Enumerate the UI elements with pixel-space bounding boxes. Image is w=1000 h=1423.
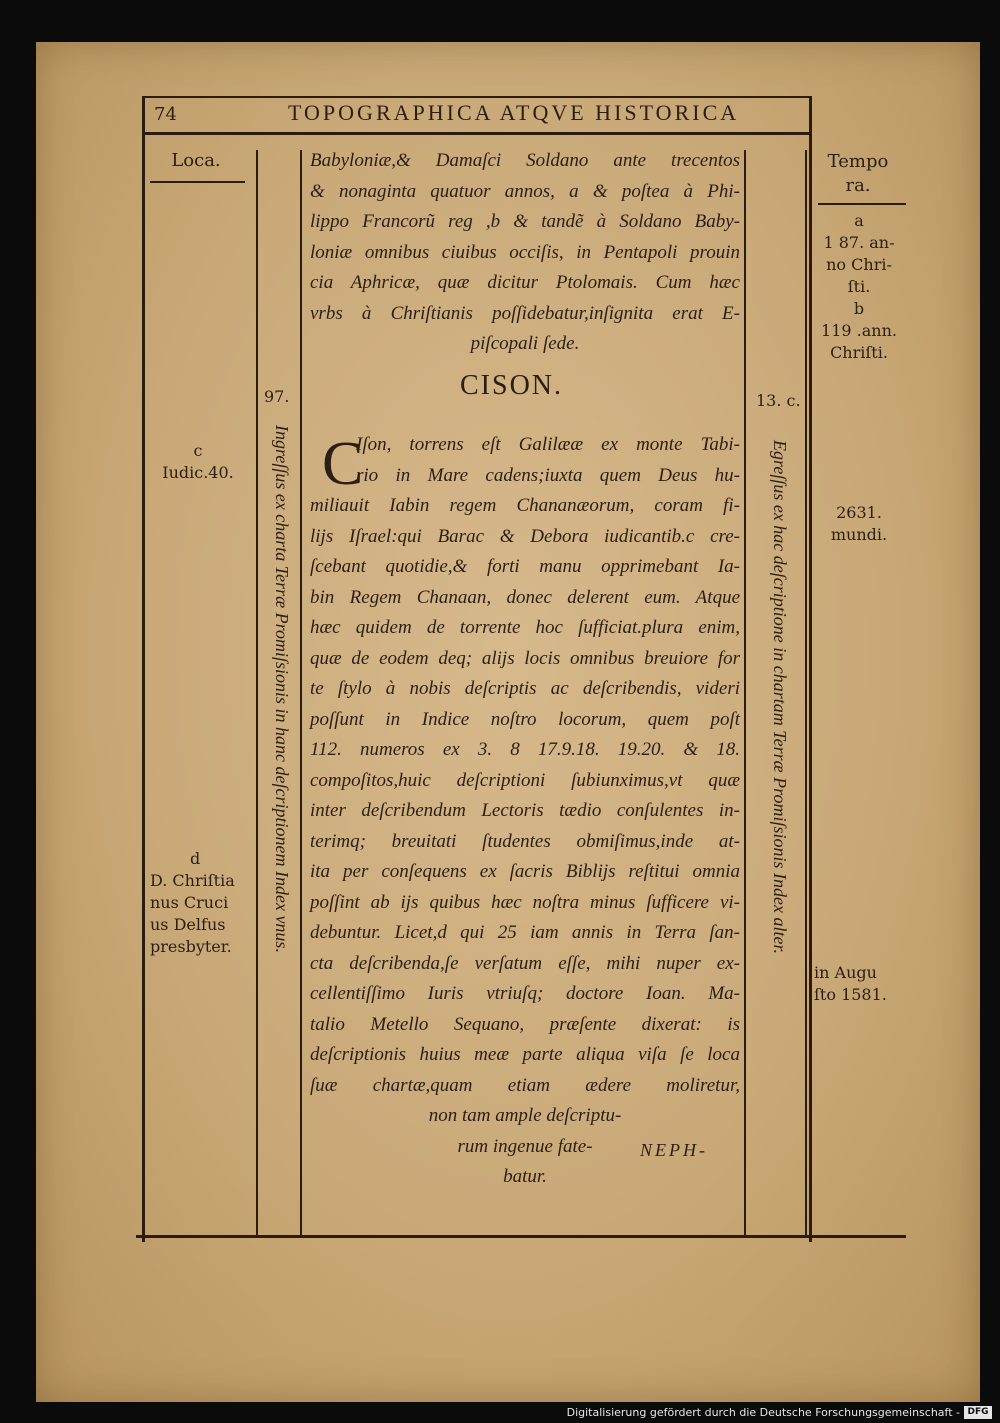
text-line: terimq; breuitati ſtudentes obmiſimus,inde at- [310,830,740,852]
running-title: TOPOGRAPHICA ATQVE HISTORICA [288,100,740,125]
outer-left-rule [142,96,145,1242]
note-line: ſto 1581. [814,985,887,1004]
text-line: quæ de eodem deq; alijs locis omnibus breuiore for [310,647,740,669]
text-line: debuntur. Licet,d qui 25 iam annis in Terra ſan- [310,922,740,943]
rule-left-index [256,150,258,1235]
footer-rule [136,1235,906,1238]
margin-note-c [150,440,246,484]
note-line: no Chri- [826,255,892,274]
column-head-tempora: Tempo ra. [827,151,889,196]
text-line: lijs Iſrael:qui Barac & Debora iudicantib.c cre- [310,525,740,547]
margin-note-august [814,962,904,1006]
text-line: batur. [503,1166,547,1187]
margin-note-year [814,502,904,546]
note-line: D. Chriſtia [150,871,235,890]
text-line: rio in Mare cadens;iuxta quem Deus hu- [356,464,740,486]
text-line: & nonaginta quatuor annos, a & poſtea à Phi- [310,180,740,202]
drop-cap: C [322,430,364,498]
text-line: talio Metello Sequano, præſente dixerat: is [310,1013,740,1035]
text-line: compoſitos,huic deſcriptioni ſubiunximus,vt quæ [310,769,740,791]
text-line: loniæ omnibus ciuibus occiſis, in Pentapoli prouin [310,241,740,263]
text-line: lippo Francorũ reg ,b & tandẽ à Soldano Baby- [310,211,740,232]
text-line: hæc quidem de torrente hoc ſufficiat.plura enim, [310,617,740,638]
text-line: ſcebant quotidie,& forti manu opprimebant Ia- [310,556,740,577]
note-line: nus Cruci [150,893,229,912]
footer-credit: Digitalisierung gefördert durch die Deutsche Forschungsgemeinschaft - [566,1406,960,1419]
body-text-block [310,430,740,1193]
note-line: a [854,211,864,230]
catchword: NEPH- [640,1140,708,1160]
vertical-index-left: Ingreſſus ex charta Terræ Promiſsionis in hanc deſcriptionem Index vnus. [272,425,292,953]
note-line: d [190,849,201,868]
note-line: ſti. [847,277,871,296]
left-head-rule [150,181,245,183]
text-line: rum ingenue fate- [457,1135,593,1157]
text-line: deſcriptionis huius meæ parte aliqua viſa ſe loca [310,1044,740,1065]
header-top-rule [142,96,812,98]
right-index-number: 13. c. [756,391,801,410]
rule-right-index [805,150,807,1235]
rule-main-left [300,150,302,1235]
note-line: Iudic.40. [162,463,234,482]
note-line: 2631. [836,503,882,522]
text-line: te ſtylo à nobis deſcriptis ac deſcribendis, videri [310,678,740,699]
text-line: vrbs à Chriſtianis poſſidebatur,inſignita erat E- [310,302,740,324]
note-line: presbyter. [150,937,232,956]
note-line: mundi. [830,525,888,544]
note-line: b [853,299,865,318]
text-line: ſuæ chartæ,quam etiam ædere moliretur, [310,1074,740,1096]
top-text-block [310,146,740,360]
text-line: piſcopali ſede. [470,333,580,354]
rule-main-right [744,150,746,1235]
text-line: cellentiſſimo Iuris vtriuſq; doctore Ioan. Ma- [310,983,740,1004]
text-line: bin Regem Chanaan, donec delerent eum. Atque [310,586,740,608]
text-line: Babyloniæ,& Damaſci Soldano ante trecentos [310,150,740,171]
section-heading: CISON. [460,370,564,401]
text-line: cia Aphricæ, quæ dicitur Ptolomais. Cum hæc [310,272,740,293]
text-line: ita per conſequens ex ſacris Biblijs reſtitui omnia [310,861,740,882]
text-line: poſſunt in Indice noſtro locorum, quem poſt [310,708,740,730]
note-line: 119 .ann. [821,321,897,340]
text-line: 112. numeros ex 3. 8 17.9.18. 19.20. & 18. [310,739,740,760]
note-line: in Augu [814,963,877,982]
outer-right-rule [809,96,812,1242]
text-line: cta deſcribenda,ſe verſatum eſſe, mihi nuper ex- [310,952,740,974]
text-line: Iſon, torrens eſt Galilææ ex monte Tabi- [356,434,740,455]
column-head-loca: Loca. [171,150,221,171]
vertical-index-right: Egreſſus ex hac deſcriptione in chartam Terræ Promiſsionis Index alter. [770,440,790,954]
text-line: non tam ample deſcriptu- [428,1105,622,1126]
margin-note-a [814,210,904,364]
note-line: 1 87. an- [823,233,895,252]
header-rule [142,132,812,135]
page-number: 74 [154,104,177,125]
right-head-rule [818,203,906,205]
text-line: inter deſcribendum Lectoris tædio conſulentes in- [310,800,740,821]
text-line: miliauit Iabin regem Chananæorum, coram fi- [310,495,740,516]
note-line: Chriſti. [830,343,888,362]
note-line: c [193,441,203,460]
note-line: us Delfus [150,915,226,934]
margin-note-d [150,848,246,958]
left-index-number: 97. [264,387,290,406]
dfg-logo: DFG [964,1406,992,1419]
text-line: poſſint ab ijs quibus hæc noſtra minus ſufficere vi- [310,891,740,913]
